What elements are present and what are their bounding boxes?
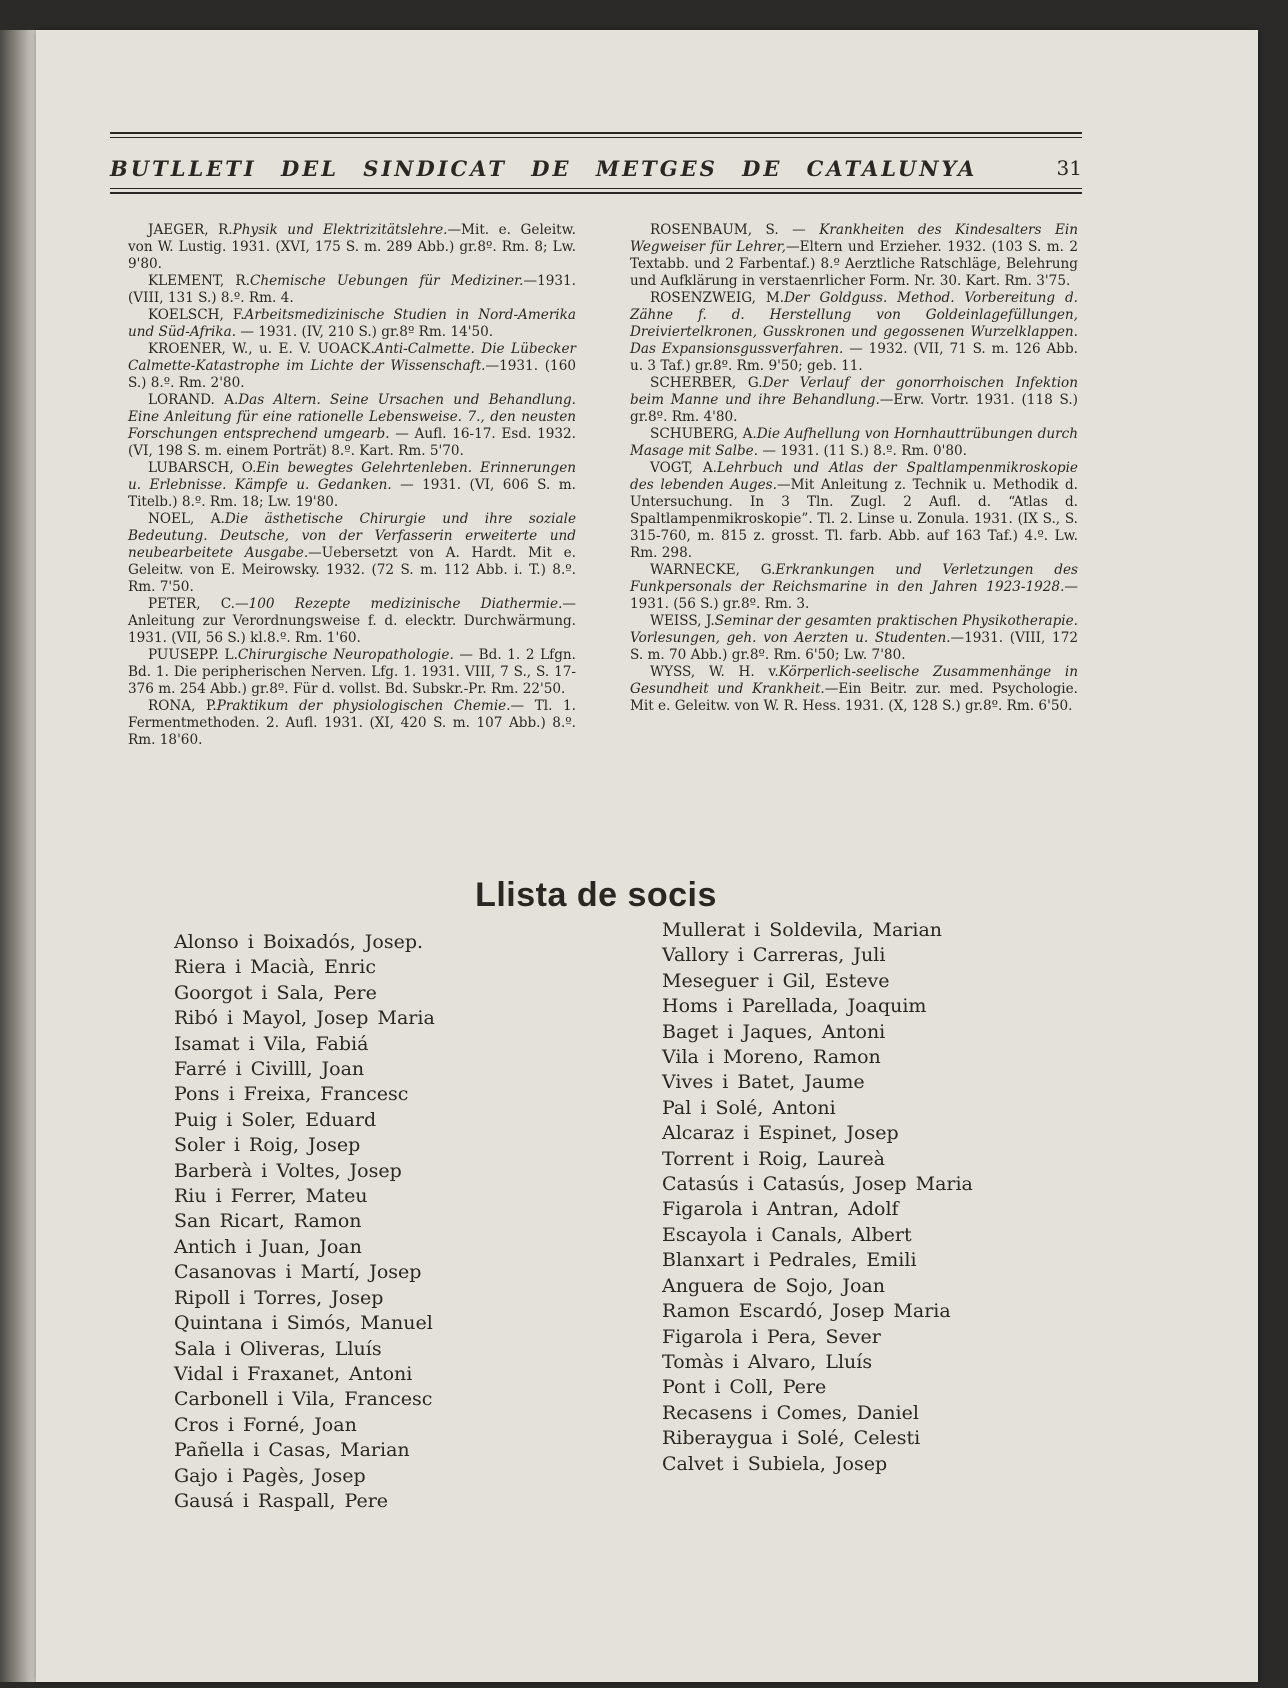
member-name: Recasens i Comes, Daniel <box>662 1401 919 1424</box>
bibliography-entry <box>128 596 576 647</box>
entry-title: Der Verlauf der gonorrhoischen Infektion beim Manne und ihre Behandlung. <box>630 375 1078 408</box>
member-name: Barberà i Voltes, Josep <box>174 1159 402 1182</box>
member-name: Escayola i Canals, Albert <box>662 1223 912 1246</box>
entry-author: KLEMENT, R. <box>148 273 250 289</box>
member-name: Pañella i Casas, Marian <box>174 1439 410 1462</box>
bibliography-entry <box>128 647 576 698</box>
bibliography-entry <box>630 562 1078 613</box>
entry-author: KOELSCH, F. <box>148 307 245 323</box>
member-name: Meseguer i Gil, Esteve <box>662 969 890 992</box>
header-rule-bottom <box>110 192 1082 194</box>
member-name: Vidal i Fraxanet, Antoni <box>174 1362 413 1385</box>
member-name: Sala i Oliveras, Lluís <box>174 1337 382 1360</box>
entry-author: RONA, P. <box>148 698 217 714</box>
bibliography-entry <box>630 664 1078 715</box>
member-name: San Ricart, Ramon <box>174 1210 362 1233</box>
member-name: Vallory i Carreras, Juli <box>662 944 886 967</box>
entry-details: —1931. (VIII, 131 S.) 8.º. Rm. 4. <box>128 273 576 306</box>
entry-author: SCHERBER, G. <box>650 375 763 391</box>
entry-title: Chirurgische Neuropathologie. <box>237 647 454 663</box>
member-name: Vives i Batet, Jaume <box>662 1071 865 1094</box>
bibliography-entry <box>630 613 1078 664</box>
bibliography-entry <box>630 426 1078 460</box>
member-name: Carbonell i Vila, Francesc <box>174 1388 433 1411</box>
member-name: Cros i Forné, Joan <box>174 1413 357 1436</box>
member-name: Farré i Civilll, Joan <box>174 1058 365 1081</box>
entry-details: —Mit. e. Geleitw. von W. Lustig. 1931. (XVI, 175 S. m. 289 Abb.) gr.8º. Rm. 8; Lw. 9'80. <box>128 222 576 272</box>
entry-title: —100 Rezepte medizinische Diathermie. <box>235 596 563 612</box>
bibliography-entry <box>128 392 576 460</box>
entry-details: — 1931. (VI, 606 S. m. Titelb.) 8.º. Rm. 18; Lw. 19'80. <box>128 477 576 510</box>
entry-details: — 1932. (VII, 71 S. m. 126 Abb. u. 3 Taf.) gr.8º. Rm. 9'50; geb. 11. <box>630 341 1078 374</box>
entry-title: Erkrankungen und Verletzungen des Funkpersonals der Reichsmarine in den Jahren 1923-1928. <box>630 562 1079 595</box>
running-header <box>110 150 1082 186</box>
entry-author: WARNECKE, G. <box>650 562 776 578</box>
entry-author: VOGT, A. <box>650 460 717 476</box>
bibliography-entry <box>630 460 1078 562</box>
entry-details: —Erw. Vortr. 1931. (118 S.) gr.8º. Rm. 4'80. <box>630 392 1078 425</box>
entry-details: —Ein Beitr. zur. med. Psychologie. Mit e. Geleitw. von W. R. Hess. 1931. (X, 128 S.) gr.8º. Rm. 6'50. <box>630 681 1078 714</box>
entry-details: — Bd. 1. 2 Lfgn. Bd. 1. Die peripherischen Nerven. Lfg. 1. 1931. VIII, 7 S., S. 17-376 m. 254 Abb.) gr.8º. Für d. vollst. Bd. Subskr.-Pr. Rm. 22'50. <box>128 647 576 697</box>
entry-author: ROSENBAUM, S. <box>650 222 779 238</box>
entry-details: —Eltern und Erzieher. 1932. (103 S. m. 2 Textabb. und 2 Farbentaf.) 8.º Aerztliche Ratschläge, Belehrung und Aufklärung in verstaenrlicher Form. Nr. 30. Kart. Rm. 3'75. <box>630 239 1079 289</box>
member-name: Calvet i Subiela, Josep <box>662 1452 888 1475</box>
entry-details: —Mit Anleitung z. Technik u. Methodik d. Untersuchung. In 3 Tln. Zugl. 2 Aufl. d. “Atlas d. Spaltlampenmikroskopie”. Tl. 2. Linse u. Zonula. 1931. (IX S., S. 315-760, m. 815 z. grosst. Tl. farb. Abb. auf 163 Taf.) 4.º. Lw. Rm. 298. <box>630 477 1078 561</box>
member-name: Alcaraz i Espinet, Josep <box>662 1122 899 1145</box>
entry-title: Ein bewegtes Gelehrtenleben. Erinnerungen u. Erlebnisse. Kämpfe u. Gedanken. <box>128 460 576 493</box>
bibliography-entry <box>630 375 1078 426</box>
entry-details: —Uebersetzt von A. Hardt. Mit e. Geleitw. von E. Meirowsky. 1932. (72 S. m. 112 Abb. i. T.) 8.º. Rm. 7'50. <box>128 545 576 595</box>
entry-author: JAEGER, R. <box>148 222 233 238</box>
member-name: Torrent i Roig, Laureà <box>662 1147 885 1170</box>
bibliography-entry <box>128 511 576 596</box>
bibliography-entry <box>128 341 576 392</box>
member-name: Baget i Jaques, Antoni <box>662 1020 886 1043</box>
header-rule-top <box>110 132 1082 134</box>
member-name: Pons i Freixa, Francesc <box>174 1083 409 1106</box>
entry-details: —1931. (160 S.) 8.º. Rm. 2'80. <box>128 358 576 391</box>
entry-details: — Anleitung zur Verordnungsweise f. d. elecktr. Durchwärmung. 1931. (VII, 56 S.) kl.8.º. Rm. 1'60. <box>128 596 576 646</box>
entry-author: WEISS, J. <box>650 613 715 629</box>
journal-title: BUTLLETI DEL SINDICAT DE METGES DE CATALUNYA <box>110 155 978 181</box>
entry-author: KROENER, W., u. E. V. UOACK. <box>148 341 375 357</box>
entry-author: ROSENZWEIG, M. <box>650 290 785 306</box>
member-name: Ripoll i Torres, Josep <box>174 1286 384 1309</box>
members-list-right <box>662 918 973 1477</box>
member-name: Figarola i Pera, Sever <box>662 1325 881 1348</box>
entry-title: Körperlich-seelische Zusammenhänge in Gesundheit und Krankheit. <box>630 664 1078 697</box>
entry-title: Physik und Elektrizitätslehre. <box>232 222 448 238</box>
entry-title: — Krankheiten des Kindesalters Ein Wegweiser für Lehrer, <box>630 222 1078 255</box>
member-name: Pal i Solé, Antoni <box>662 1096 836 1119</box>
members-list-left <box>174 930 435 1514</box>
member-name: Soler i Roig, Josep <box>174 1134 361 1157</box>
entry-title: Der Goldguss. Method. Vorbereitung d. Zähne f. d. Herstellung von Goldeinlagefüllungen, Dreiviertelkronen, Gusskronen und gegossenen Wurzelklappen. Das Expansionsgussverfahren. <box>630 290 1078 357</box>
header-rule-bottom-thin <box>110 188 1082 189</box>
entry-details: — Aufl. 16-17. Esd. 1932. (VI, 198 S. m. einem Porträt) 8.º. Kart. Rm. 5'70. <box>128 426 576 459</box>
member-name: Antich i Juan, Joan <box>174 1235 362 1258</box>
bibliography-entry <box>128 222 576 273</box>
entry-title: Praktikum der physiologischen Chemie. <box>216 698 511 714</box>
entry-details: — Tl. 1. Fermentmethoden. 2. Aufl. 1931. (XI, 420 S. m. 107 Abb.) 8.º. Rm. 18'60. <box>128 698 576 748</box>
entry-title: Das Altern. Seine Ursachen und Behandlung. Eine Anleitung für eine rationelle Lebensweise. 7., den neusten Forschungen entsprechend umgearb. <box>128 392 576 442</box>
member-name: Mullerat i Soldevila, Marian <box>662 919 943 941</box>
member-name: Goorgot i Sala, Pere <box>174 981 377 1004</box>
bibliography-entry <box>128 698 576 749</box>
member-name: Catasús i Catasús, Josep Maria <box>662 1173 973 1196</box>
entry-details: —1931. (VIII, 172 S. m. 70 Abb.) gr.8º. Rm. 6'50; Lw. 7'80. <box>630 630 1078 663</box>
entry-title: Chemische Uebungen für Mediziner. <box>249 273 524 289</box>
member-name: Casanovas i Martí, Josep <box>174 1261 422 1284</box>
member-name: Ramon Escardó, Josep Maria <box>662 1300 951 1323</box>
member-name: Riberaygua i Solé, Celesti <box>662 1427 921 1450</box>
member-name: Gausá i Raspall, Pere <box>174 1489 389 1512</box>
bibliography-entry <box>128 273 576 307</box>
entry-title: Seminar der gesamten praktischen Physikotherapie. Vorlesungen, geh. von Aerzten u. Studenten. <box>630 613 1078 646</box>
entry-title: Lehrbuch und Atlas der Spaltlampenmikroskopie des lebenden Auges. <box>630 460 1078 493</box>
entry-title: Arbeitsmedizinische Studien in Nord-Amerika und Süd-Afrika. <box>128 307 577 340</box>
member-name: Pont i Coll, Pere <box>662 1376 827 1399</box>
entry-author: SCHUBERG, A. <box>650 426 757 442</box>
entry-title: Die Aufhellung von Hornhauttrübungen durch Masage mit Salbe. <box>630 426 1078 459</box>
entry-details: — 1931. (IV, 210 S.) gr.8º Rm. 14'50. <box>236 324 494 340</box>
bibliography-entry <box>630 222 1078 290</box>
member-name: Gajo i Pagès, Josep <box>174 1464 366 1487</box>
member-name: Figarola i Antran, Adolf <box>662 1198 899 1221</box>
section-title: Llista de socis <box>475 876 717 915</box>
entry-author: PUUSEPP. L. <box>148 647 238 663</box>
entry-title: Die ästhetische Chirurgie und ihre soziale Bedeutung. Deutsche, von der Verfasserin erweiterte und neubearbeitete Ausgabe. <box>128 511 576 561</box>
entry-details: —1931. (56 S.) gr.8º. Rm. 3. <box>630 579 1078 612</box>
member-name: Riu i Ferrer, Mateu <box>174 1185 368 1208</box>
member-name: Riera i Macià, Enric <box>174 956 377 979</box>
bibliography-entry <box>630 290 1078 375</box>
member-name: Puig i Soler, Eduard <box>174 1108 377 1131</box>
entry-title: Anti-Calmette. Die Lübecker Calmette-Katastrophe im Lichte der Wissenschaft. <box>128 341 576 374</box>
member-name: Quintana i Simós, Manuel <box>174 1312 433 1335</box>
member-name: Tomàs i Alvaro, Lluís <box>662 1350 873 1373</box>
entry-author: NOEL, A. <box>148 511 225 527</box>
entry-author: LUBARSCH, O. <box>148 460 257 476</box>
entry-author: PETER, C. <box>148 596 236 612</box>
member-name: Blanxart i Pedrales, Emili <box>662 1249 917 1272</box>
entry-author: LORAND. A. <box>148 392 239 408</box>
entry-author: WYSS, W. H. v. <box>650 664 779 680</box>
header-rule-top-thin <box>110 137 1082 138</box>
page-number: 31 <box>1056 156 1082 180</box>
entry-details: — 1931. (11 S.) 8.º. Rm. 0'80. <box>758 443 967 459</box>
member-name: Ribó i Mayol, Josep Maria <box>174 1007 435 1030</box>
bibliography-column-left <box>128 222 576 749</box>
member-name: Alonso i Boixadós, Josep. <box>174 931 424 953</box>
bibliography-entry <box>128 460 576 511</box>
page-edge <box>0 30 36 1682</box>
member-name: Isamat i Vila, Fabiá <box>174 1032 369 1055</box>
bibliography-entry <box>128 307 576 341</box>
bibliography-column-right <box>630 222 1078 715</box>
member-name: Anguera de Sojo, Joan <box>662 1274 885 1297</box>
member-name: Homs i Parellada, Joaquim <box>662 995 927 1018</box>
member-name: Vila i Moreno, Ramon <box>662 1046 881 1069</box>
